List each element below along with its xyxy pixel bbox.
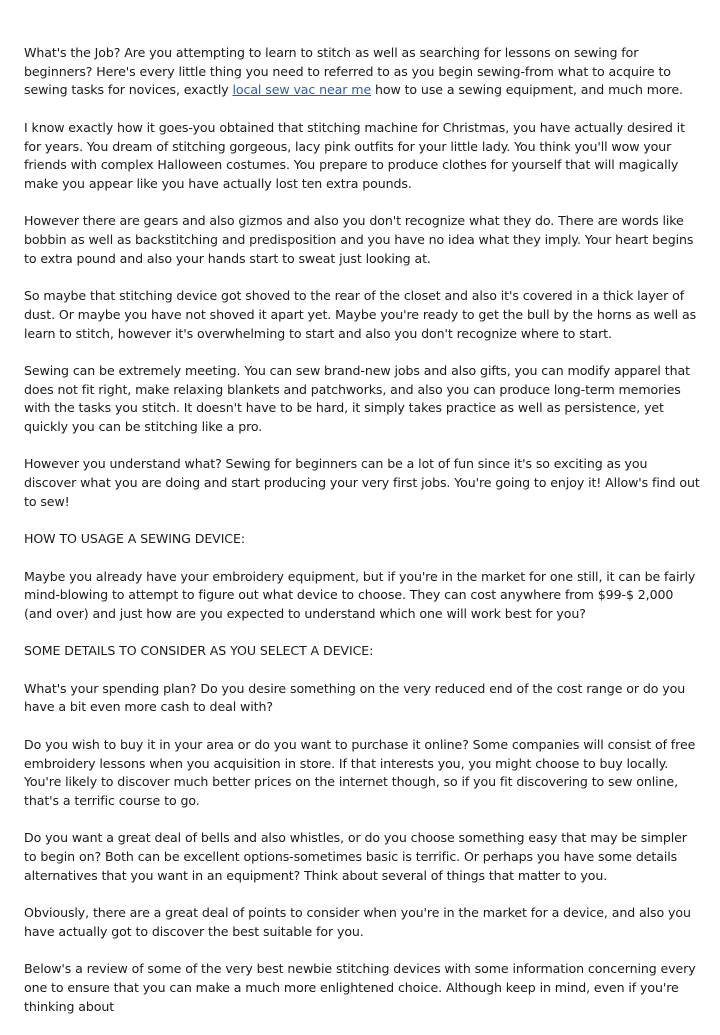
paragraph-market: Maybe you already have your embroidery equipment, but if you're in the market for one still, it can be fairly mind-blowing to attempt to figure out what device to choose. They can cost anywhere from $99-$ 2,000 (and over) and just how are you expected to understand which one will work best for you?	[24, 568, 696, 621]
paragraph-gears: However there are gears and also gizmos and also you don't recognize what they do. There are words like bobbin as well as backstitching and predisposition and you have no idea what they imply. Your heart begins to extra pound and also your hands start to sweat just looking at.	[24, 213, 694, 266]
paragraph-fun: However you understand what? Sewing for beginners can be a lot of fun since it's so exciting as you discover what you are doing and start producing your very first jobs. You're going to enjoy it! Allow's find out to sew!	[24, 456, 700, 509]
paragraph-bells-whistles: Do you want a great deal of bells and also whistles, or do you choose something easy that may be simpler to begin on? Both can be excellent options-sometimes basic is terrific. Or perhaps you have some details alternatives that you want in an equipment? Think about several of things that matter to you.	[24, 830, 687, 883]
paragraph-intro-text-before: What's the Job? Are you attempting to learn to stitch as well as searching for lessons on sewing for beginners? Here's every little thing you need to referred to as you begin sewing-from what to acquire to sewing tasks for novices, exactly	[24, 45, 671, 98]
local-sew-vac-link[interactable]: local sew vac near me	[232, 82, 372, 98]
section-heading-details: SOME DETAILS TO CONSIDER AS YOU SELECT A DEVICE:	[24, 643, 374, 659]
paragraph-intro	[24, 44, 700, 100]
paragraph-meeting: Sewing can be extremely meeting. You can sew brand-new jobs and also gifts, you can modify apparel that does not fit right, make relaxing blankets and patchworks, and also you can produce long-term memories with the tasks you stitch. It doesn't have to be hard, it simply takes practice as well as persistence, yet quickly you can be stitching like a pro.	[24, 362, 690, 434]
paragraph-intro-text-after: how to use a sewing equipment, and much more.	[371, 82, 683, 98]
paragraph-review: Below's a review of some of the very best newbie stitching devices with some information concerning every one to ensure that you can make a much more enlightened choice. Although keep in mind, even if you're thinking about	[24, 961, 696, 1014]
paragraph-considerations: Obviously, there are a great deal of points to consider when you're in the market for a device, and also you have actually got to discover the best suitable for you.	[24, 905, 691, 939]
paragraph-buy-locally: Do you wish to buy it in your area or do you want to purchase it online? Some companies will consist of free embroidery lessons when you acquisition in store. If that interests you, you might choose to buy locally. You're likely to discover much better prices on the internet though, so if you fit discovering to sew online, that's a terrific course to go.	[24, 736, 696, 808]
section-heading-usage: HOW TO USAGE A SEWING DEVICE:	[24, 531, 246, 547]
paragraph-closet: So maybe that stitching device got shoved to the rear of the closet and also it's covered in a thick layer of dust. Or maybe you have not shoved it apart yet. Maybe you're ready to get the bull by the horns as well as learn to stitch, however it's overwhelming to start and also you don't recognize where to start.	[24, 288, 697, 341]
paragraph-budget: What's your spending plan? Do you desire something on the very reduced end of the cost range or do you have a bit even more cash to deal with?	[24, 680, 686, 715]
article-body	[24, 44, 700, 1035]
paragraph-christmas: I know exactly how it goes-you obtained that stitching machine for Christmas, you have actually desired it for years. You dream of stitching gorgeous, lacy pink outfits for your little lady. You think you'll wow your friends with complex Halloween costumes. You prepare to produce clothes for yourself that will magically make you appear like you have actually lost ten extra pounds.	[24, 119, 685, 191]
